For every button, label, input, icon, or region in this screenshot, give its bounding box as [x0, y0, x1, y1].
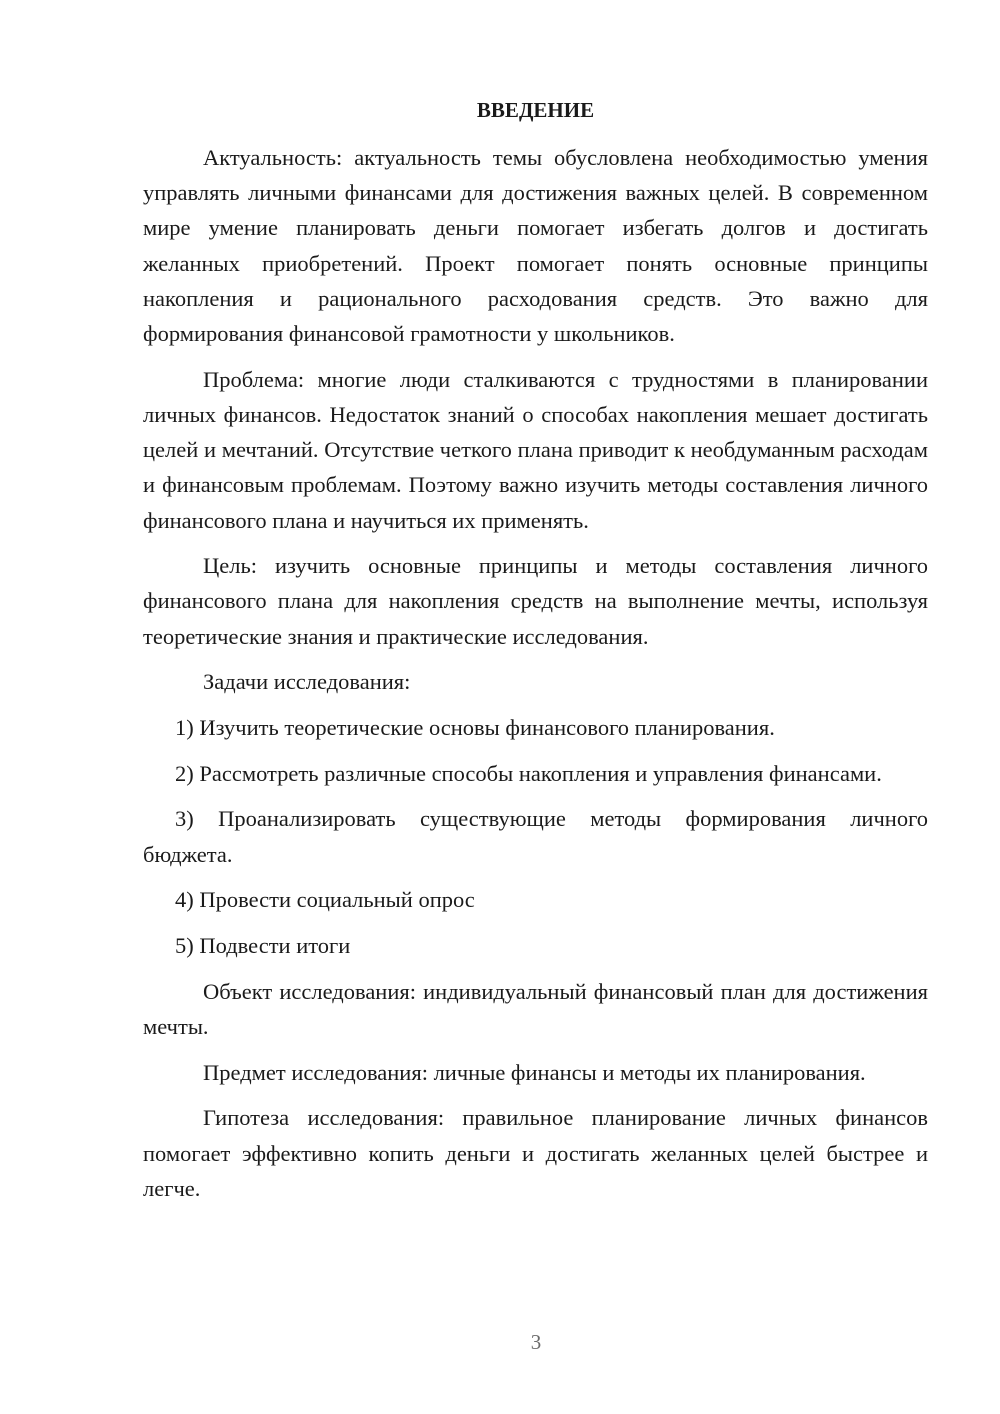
- document-page: [143, 93, 928, 1216]
- goal-paragraph: Цель: изучить основные принципы и методы составления личного финансового плана для накопления средств на выполнение мечты, используя теоретические знания и практические исследования.: [143, 553, 928, 649]
- relevance-paragraph: Актуальность: актуальность темы обусловлена необходимостью умения управлять личными финансами для достижения важных целей. В современном мире умение планировать деньги помогает избегать долгов и достигать желанных приобретений. Проект помогает понять основные принципы накопления и рационального расходования средств. Это важно для формирования финансовой грамотности у школьников.: [143, 145, 928, 347]
- problem-paragraph: Проблема: многие люди сталкиваются с трудностями в планировании личных финансов. Недостаток знаний о способах накопления мешает достигать целей и мечтаний. Отсутствие четкого плана приводит к необдуманным расходам и финансовым проблемам. Поэтому важно изучить методы составления личного финансового плана и научиться их применять.: [143, 366, 928, 533]
- task-item-2: 2) Рассмотреть различные способы накопления и управления финансами.: [175, 760, 882, 786]
- section-title: ВВЕДЕНИЕ: [476, 98, 595, 122]
- hypothesis-paragraph: Гипотеза исследования: правильное планирование личных финансов помогает эффективно копить деньги и достигать желанных целей быстрее и легче.: [143, 1105, 928, 1201]
- task-item-5: 5) Подвести итоги: [175, 933, 351, 959]
- tasks-label: Задачи исследования:: [203, 669, 411, 695]
- task-item-1: 1) Изучить теоретические основы финансового планирования.: [175, 715, 775, 741]
- object-paragraph: Объект исследования: индивидуальный финансовый план для достижения мечты.: [143, 978, 928, 1039]
- task-item-3: 3) Проанализировать существующие методы формирования личного бюджета.: [143, 806, 928, 867]
- task-item-4: 4) Провести социальный опрос: [175, 887, 475, 913]
- subject-paragraph: Предмет исследования: личные финансы и методы их планирования.: [203, 1059, 866, 1085]
- page-number: 3: [530, 1330, 542, 1354]
